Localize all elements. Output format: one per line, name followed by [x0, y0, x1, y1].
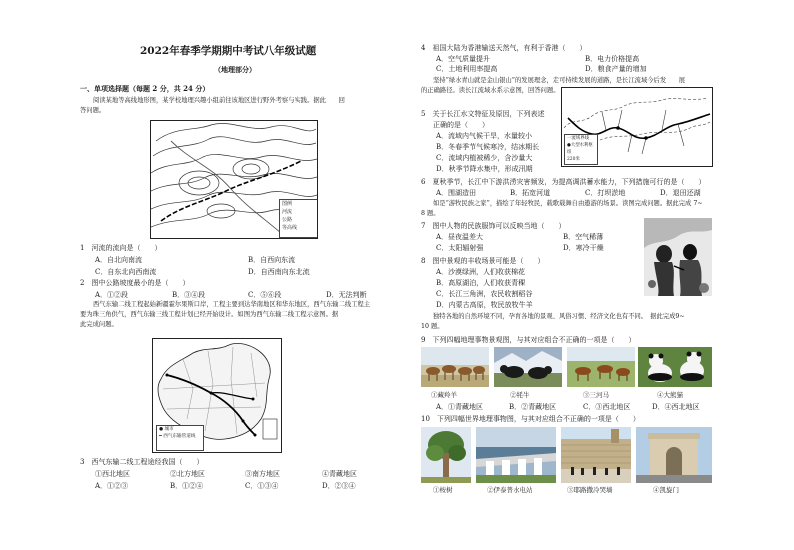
q9-option-c: C．③西北地区 [583, 403, 631, 411]
wailing-wall-photo [561, 427, 631, 483]
q3-option-b: B．①②④ [170, 482, 204, 490]
q9-option-a: A．①青藏地区 [436, 403, 484, 411]
q1-option-c: C．自东北向西南流 [95, 268, 157, 276]
q3-choice-2: ②北方地区 [170, 470, 205, 478]
legend-item: 220米 [567, 157, 580, 162]
question-8: 8 图中景观的丰收场景可能是（ ） [421, 257, 545, 265]
yangtze-legend [564, 134, 598, 165]
q6-option-b: B．拓宽河道 [510, 189, 551, 197]
passage-text: 坚持“绿水青山就是金山银山”的发展理念，走可持续发展的道路，是长江流域今后发 展 [433, 77, 686, 84]
legend-item: 流域界线 [571, 136, 589, 141]
question-3: 3 西气东输二线工程途经我国（ ） [80, 458, 204, 466]
legend-item: 公路 [282, 217, 293, 223]
q5-option-b: B．冬春季节气候寒冷，结冰期长 [436, 143, 540, 151]
q7-option-d: D．寒冷干燥 [563, 244, 604, 252]
q8-option-b: B．高原湖泊，人们收获青稞 [436, 279, 526, 287]
legend-item: 城市 [164, 427, 174, 432]
q5-option-d: D．秋季节降水集中，形成汛期 [436, 165, 533, 173]
q6-option-d: D．退田还湖 [660, 189, 701, 197]
q4-option-c: C．土地利用率提高 [436, 65, 498, 73]
legend-item: 大型水利枢纽 [567, 143, 593, 155]
q10-caption-3: ③耶路撒冷哭墙 [567, 486, 613, 494]
question-5: 5 关于长江水文特征及原因，下列表述 [421, 110, 545, 118]
q2-option-c: C．⑤⑥段 [248, 291, 282, 299]
pipeline-legend [156, 425, 204, 451]
panda-photo [638, 347, 712, 387]
q5-option-c: C．流域内植被稀少，含沙量大 [436, 154, 533, 162]
passage-text-2: 10 题。 [421, 323, 444, 330]
nomad-illustration [644, 218, 712, 296]
question-7: 7 图中人物的民族服饰可以反映当地（ ） [421, 222, 566, 230]
q6-option-a: A．围湖造田 [436, 189, 477, 197]
question-4: 4 祖国大陆为香港输送天然气，有利于香港（ ） [421, 44, 587, 52]
q8-option-a: A．沙漠绿洲，人们收获棉花 [436, 268, 526, 276]
question-6: 6 夏秋季节，长江中下游洪涝灾害频发，为提高调洪蓄水能力，下列措施可行的是（ ） [421, 178, 706, 186]
question-5-cont: 正确的是（ ） [433, 121, 489, 129]
q9-caption-3: ③三河马 [583, 391, 609, 399]
q3-choice-3: ③南方地区 [245, 470, 280, 478]
arc-de-triomphe-photo [636, 427, 712, 483]
dam-dot-icon: ● [567, 143, 571, 148]
q4-option-a: A．空气质量提升 [436, 55, 491, 63]
q10-caption-2: ②伊泰普水电站 [487, 486, 533, 494]
q4-option-d: D．粮食产量的增加 [585, 65, 647, 73]
yangtze-map [561, 87, 713, 167]
question-1: 1 河流的流向是（ ） [80, 244, 162, 252]
passage-text-2: 要为珠三角供气，西气东输三线工程计划已经开始设计。如图为西气东输二线工程示意图。据 [80, 311, 339, 318]
pipeline-line-icon: ━ [159, 434, 162, 439]
legend-item: 西气东输管道线 [163, 434, 196, 439]
q3-option-c: C．①③④ [245, 482, 279, 490]
pipeline-map [152, 338, 282, 453]
question-2: 2 图中公路坡度最小的是（ ） [80, 279, 190, 287]
contour-map [150, 120, 318, 239]
q2-option-a: A．①②段 [95, 291, 129, 299]
question-10: 10 下列四幅世界地理事物图，与其对应组合不正确的一项是（ ） [421, 415, 640, 423]
q3-option-a: A．①②③ [95, 482, 129, 490]
antelope-photo [421, 347, 489, 387]
horse-photo [567, 347, 635, 387]
question-9: 9 下列四幅地理事物景观图，与其对应组合不正确的一项是（ ） [421, 336, 636, 344]
q10-caption-4: ④凯旋门 [653, 486, 679, 494]
legend-item: 河流 [282, 209, 293, 215]
q9-option-d: D．④西北地区 [652, 403, 700, 411]
eucalyptus-photo [421, 427, 471, 483]
itaipu-dam-photo [476, 427, 556, 483]
intro-text-2: 答问题。 [80, 107, 106, 114]
q7-option-a: A．昼夜温差大 [436, 233, 484, 241]
section-heading: 一、单项选择题（每题 2 分，共 24 分） [80, 84, 210, 93]
q7-option-b: B．空气稀薄 [563, 233, 604, 241]
intro-text: 阅读某地等高线地形图，某学校地理兴趣小组前往该地区进行野外考察与实践。据此 回 [93, 97, 345, 104]
passage-text: 西气东输二线工程起始新疆霍尔果斯口岸，工程主要到达华南地区和华东地区，西气东输二线工程主 [93, 301, 371, 308]
passage-text-2: 8 题。 [421, 210, 440, 217]
q9-caption-4: ④大熊猫 [657, 391, 683, 399]
q9-option-b: B．②青藏地区 [509, 403, 557, 411]
q1-option-d: D．自西南向东北流 [248, 268, 310, 276]
passage-text-3: 此完成问题。 [80, 321, 118, 328]
q1-option-b: B．自西向东流 [248, 256, 296, 264]
city-dot-icon: ● [159, 427, 164, 432]
yak-photo [494, 347, 562, 387]
page-subtitle: （地理部分） [214, 65, 256, 74]
q8-option-d: D．内蒙古高原，牧民放牧牛羊 [436, 301, 533, 309]
q2-option-b: B．③④段 [172, 291, 206, 299]
q3-choice-4: ④青藏地区 [322, 470, 357, 478]
q3-option-d: D．②③④ [322, 482, 356, 490]
page-title: 2022年春季学期期中考试八年级试题 [140, 45, 317, 57]
q4-option-b: B．电力价格提高 [585, 55, 640, 63]
q9-caption-2: ②牦牛 [510, 391, 530, 399]
q7-option-c: C．太阳辐射强 [436, 244, 484, 252]
q1-option-a: A．自北向南流 [95, 256, 143, 264]
q9-caption-1: ①藏羚羊 [431, 391, 457, 399]
q3-choice-1: ①西北地区 [95, 470, 130, 478]
passage-text-2: 的正确路径。读长江流域水系示意图，回答问题。 [421, 87, 560, 94]
boundary-line-icon: 一 [567, 136, 572, 141]
passage-text: 独特各地的自然环境不同，孕育各地的景观、风俗习惯、经济文化也有不同。 据此完成9~ [433, 313, 685, 320]
passage-text: 如是“游牧民族之家”，描绘了年轻牧民，载歌载舞自由遨游的场景。读图完成问题。据此完成 7~ [433, 200, 703, 207]
map-legend [279, 199, 318, 238]
q10-caption-1: ①桉树 [433, 486, 453, 494]
q2-option-d: D．无法判断 [326, 291, 367, 299]
q8-option-c: C．长江三角洲，农民收割稻谷 [436, 290, 533, 298]
legend-item: 等高线 [282, 225, 298, 231]
q5-option-a: A．流域内气候干旱，水量较小 [436, 132, 533, 140]
q6-option-c: C．打坝淤地 [585, 189, 626, 197]
legend-title: 图例 [282, 201, 293, 207]
